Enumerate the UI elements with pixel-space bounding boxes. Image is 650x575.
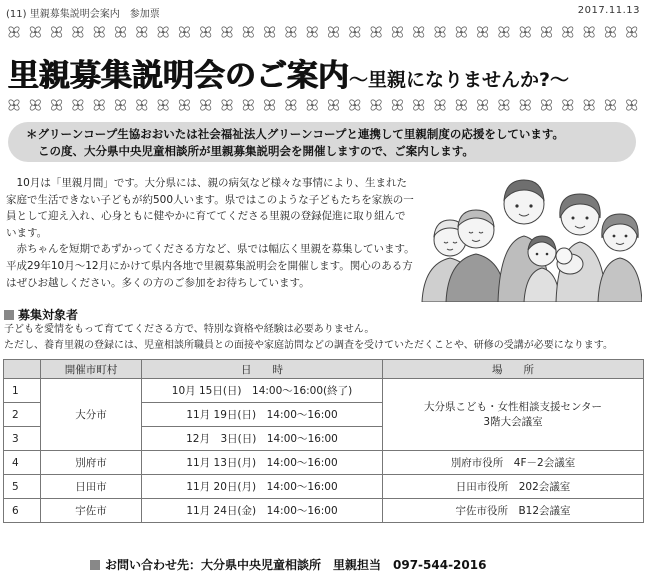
header-date: 2017.11.13 bbox=[577, 5, 640, 16]
flower-icon bbox=[306, 26, 318, 38]
flower-icon bbox=[476, 26, 488, 38]
flower-icon bbox=[29, 26, 41, 38]
row-number: 5 bbox=[4, 475, 41, 499]
flower-icon bbox=[242, 99, 254, 111]
flower-icon bbox=[391, 26, 403, 38]
flower-icon bbox=[412, 99, 424, 111]
flower-icon bbox=[455, 26, 467, 38]
row-city: 別府市 bbox=[41, 451, 142, 475]
row-city: 日田市 bbox=[41, 475, 142, 499]
banner-line-2: この度、大分県中央児童相談所が里親募集説明会を開催しますので、ご案内します。 bbox=[38, 144, 474, 158]
flower-icon bbox=[199, 99, 211, 111]
header-datetime: 日 時 bbox=[142, 360, 383, 379]
table-header-row bbox=[4, 360, 644, 379]
row-datetime: 12月 3日(日) 14:00～16:00 bbox=[142, 427, 383, 451]
flower-icon bbox=[604, 26, 616, 38]
flower-icon bbox=[327, 99, 339, 111]
contact-info bbox=[90, 556, 486, 573]
flower-icon bbox=[562, 99, 574, 111]
flower-icon bbox=[8, 26, 20, 38]
table-row bbox=[4, 451, 644, 475]
flower-icon bbox=[263, 99, 275, 111]
flower-icon bbox=[498, 99, 510, 111]
row-number: 3 bbox=[4, 427, 41, 451]
girl-figure bbox=[598, 214, 642, 302]
row-venue: 日田市役所 202会議室 bbox=[383, 475, 644, 499]
flower-icon bbox=[476, 99, 488, 111]
row-datetime: 10月 15日(日) 14:00～16:00(終了) bbox=[142, 379, 383, 403]
page-title bbox=[8, 50, 648, 95]
title-sub: ～里親になりませんか?～ bbox=[349, 69, 570, 91]
flower-icon bbox=[625, 26, 637, 38]
target-line-2: ただし、養育里親の登録には、児童相談所職員との面接や家庭訪問などの調査を受けていただくことや、研修の受講が必要になります。 bbox=[4, 340, 613, 351]
flower-icon bbox=[50, 26, 62, 38]
flower-icon bbox=[8, 99, 20, 111]
row-number: 1 bbox=[4, 379, 41, 403]
row-number: 2 bbox=[4, 403, 41, 427]
flower-icon bbox=[583, 99, 595, 111]
flower-icon bbox=[178, 99, 190, 111]
flower-icon bbox=[434, 99, 446, 111]
table-row bbox=[4, 379, 644, 403]
header-city: 開催市町村 bbox=[41, 360, 142, 379]
info-banner bbox=[8, 122, 636, 162]
flower-icon bbox=[50, 99, 62, 111]
flower-icon bbox=[136, 99, 148, 111]
flower-icon bbox=[540, 99, 552, 111]
square-bullet-icon bbox=[4, 310, 14, 320]
flower-icon bbox=[93, 26, 105, 38]
flower-border-top bbox=[4, 24, 644, 40]
flower-icon bbox=[157, 26, 169, 38]
flower-icon bbox=[455, 99, 467, 111]
row-datetime: 11月 24日(金) 14:00～16:00 bbox=[142, 499, 383, 523]
flower-icon bbox=[562, 26, 574, 38]
flower-icon bbox=[114, 26, 126, 38]
flower-icon bbox=[263, 26, 275, 38]
family-illustration bbox=[420, 172, 642, 302]
flower-icon bbox=[178, 26, 190, 38]
header-doc-label: (11) 里親募集説明会案内 参加票 bbox=[6, 9, 160, 20]
header-venue: 場 所 bbox=[383, 360, 644, 379]
square-bullet-icon bbox=[90, 560, 100, 570]
target-description bbox=[4, 322, 644, 354]
flower-icon bbox=[285, 26, 297, 38]
flower-icon bbox=[412, 26, 424, 38]
flower-icon bbox=[349, 99, 361, 111]
intro-text bbox=[6, 175, 416, 291]
row-venue bbox=[383, 379, 644, 451]
flower-icon bbox=[285, 99, 297, 111]
flower-icon bbox=[242, 26, 254, 38]
flower-icon bbox=[391, 99, 403, 111]
row-city: 大分市 bbox=[41, 379, 142, 451]
row-number: 4 bbox=[4, 451, 41, 475]
flower-icon bbox=[370, 99, 382, 111]
flower-icon bbox=[306, 99, 318, 111]
flower-icon bbox=[625, 99, 637, 111]
flower-icon bbox=[583, 26, 595, 38]
intro-paragraph-2: 赤ちゃんを短期であずかってくださる方など、県では幅広く里親を募集しています。平成29年10月～12月にかけて県内各地で里親募集説明会を開催します。関心のある方はぜひお越しください。多くの方のご参加をお待ちしています。 bbox=[6, 243, 415, 289]
flower-icon bbox=[29, 99, 41, 111]
flower-icon bbox=[370, 26, 382, 38]
flower-icon bbox=[327, 26, 339, 38]
venue-line-1: 大分県こども・女性相談支援センター bbox=[423, 400, 603, 413]
flower-icon bbox=[519, 99, 531, 111]
flower-icon bbox=[136, 26, 148, 38]
flower-icon bbox=[519, 26, 531, 38]
row-datetime: 11月 13日(月) 14:00～16:00 bbox=[142, 451, 383, 475]
schedule-table bbox=[3, 359, 644, 523]
title-main: 里親募集説明会のご案内 bbox=[8, 58, 349, 94]
flower-icon bbox=[349, 26, 361, 38]
header-no bbox=[4, 360, 41, 379]
intro-paragraph-1: 10月は「里親月間」です。大分県には、親の病気など様々な事情により、生まれた家庭で生活できない子どもが約500人います。県ではこのような子どもたちを家族の一員として迎え入れ、心身ともに健やかに育ててくださる里親の登録促進に取り組んでいます。 bbox=[6, 177, 414, 239]
flower-icon bbox=[604, 99, 616, 111]
flower-icon bbox=[157, 99, 169, 111]
row-city: 宇佐市 bbox=[41, 499, 142, 523]
row-venue: 宇佐市役所 B12会議室 bbox=[383, 499, 644, 523]
venue-line-2: 3階大会議室 bbox=[483, 415, 543, 428]
row-datetime: 11月 19日(日) 14:00～16:00 bbox=[142, 403, 383, 427]
flower-icon bbox=[72, 26, 84, 38]
flower-border-bottom bbox=[4, 97, 644, 113]
flower-icon bbox=[93, 99, 105, 111]
flower-icon bbox=[221, 99, 233, 111]
flower-icon bbox=[221, 26, 233, 38]
target-heading-text: 募集対象者 bbox=[18, 308, 79, 322]
flower-icon bbox=[72, 99, 84, 111]
banner-line-1: ＊グリーンコープ生協おおいたは社会福祉法人グリーンコープと連携して里親制度の応援をしています。 bbox=[26, 127, 564, 141]
row-datetime: 11月 20日(月) 14:00～16:00 bbox=[142, 475, 383, 499]
target-section-heading bbox=[4, 306, 78, 323]
row-venue: 別府市役所 4F－2会議室 bbox=[383, 451, 644, 475]
table-row bbox=[4, 475, 644, 499]
flower-icon bbox=[434, 26, 446, 38]
flower-icon bbox=[114, 99, 126, 111]
table-row bbox=[4, 499, 644, 523]
row-number: 6 bbox=[4, 499, 41, 523]
contact-text: お問い合わせ先：大分県中央児童相談所 里親担当 097-544-2016 bbox=[105, 558, 487, 572]
mother-figure bbox=[556, 194, 606, 302]
flower-icon bbox=[199, 26, 211, 38]
target-line-1: 子どもを愛情をもって育ててくださる方で、特別な資格や経験は必要ありません。 bbox=[4, 324, 375, 335]
flower-icon bbox=[498, 26, 510, 38]
flower-icon bbox=[540, 26, 552, 38]
